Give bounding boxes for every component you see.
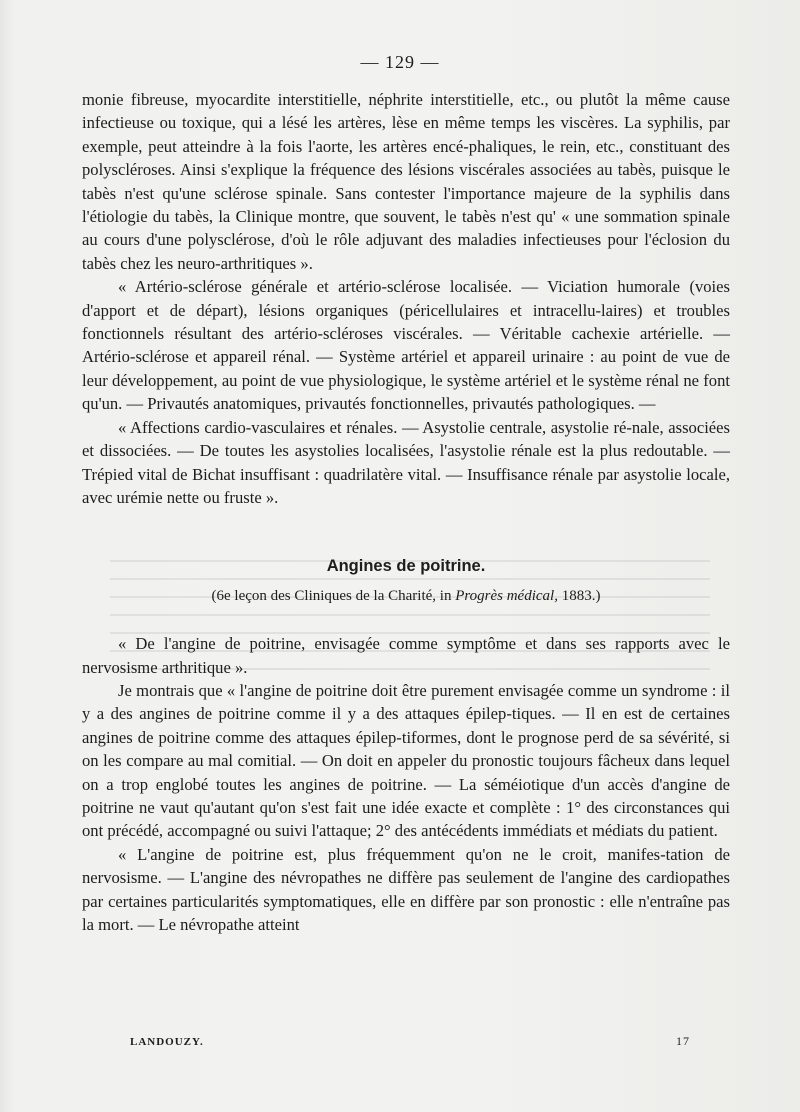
- paragraph: « Artério-sclérose générale et artério-sclérose localisée. — Viciation humorale (voies d'apport et de départ), lésions organiques (péricellulaires et intracellu-laires) et troubles fonctionnels résultant des artério-scléroses viscérales. — Véritable cachexie artérielle. — Artério-sclérose et appareil rénal. — Système artériel et appareil urinaire : au point de vue de leur développement, au point de vue physiologique, le système artériel et le système rénal ne font qu'un. — Privautés anatomiques, privautés fonctionnelles, privautés pathologiques. —: [82, 277, 730, 414]
- section-heading: Angines de poitrine.: [326, 557, 486, 576]
- source-citation: [82, 585, 730, 608]
- paragraph: « De l'angine de poitrine, envisagée comme symptôme et dans ses rapports avec le nervosisme arthritique ».: [82, 634, 730, 677]
- page-number: — 129 —: [360, 52, 440, 72]
- source-suffix: 1883.): [557, 587, 601, 604]
- journal-title: Progrès médical,: [455, 587, 558, 604]
- paragraph: « L'angine de poitrine est, plus fréquemment qu'on ne le croit, manifes-tation de nervosisme. — L'angine des névropathes ne diffère pas seulement de l'angine des cardiopathes par certaines particularités symptomatiques, elle en diffère par son pronostic : elle n'entraîne pas la mort. — Le névropathe atteint: [82, 844, 730, 934]
- paragraph: Je montrais que « l'angine de poitrine doit être purement envisagée comme un syndrome : il y a des angines de poitrine comme il y a des attaques épilep-tiques. — Il en est de certaines angines de poitrine comme des attaques épilep-tiformes, dont le prognose perd de sa sévérité, si on les compare au mal comitial. — On doit en appeler du pronostic toujours fâcheux dans lequel on a trop englobé toutes les angines de poitrine. — La séméiotique d'un accès d'angine de poitrine ne vaut qu'autant qu'on s'est fait une idée exacte et complète : 1° des circonstances qui ont précédé, accompagné ou suivi l'attaque; 2° des antécédents immédiats et médiats du patient.: [82, 680, 730, 841]
- body-text: [82, 88, 730, 936]
- paragraph: « Affections cardio-vasculaires et rénales. — Asystolie centrale, asystolie ré-nale, associées et dissociées. — De toutes les asystolies localisées, l'asystolie rénale est la plus redoutable. — Trépied vital de Bichat insuffisant : quadrilatère vital. — Insuffisance rénale par asystolie locale, avec urémie nette ou fruste ».: [82, 417, 730, 507]
- author-signature: LANDOUZY.: [130, 1036, 204, 1048]
- sheet-number: 17: [676, 1034, 690, 1048]
- source-prefix: (6e leçon des Cliniques de la Charité, in: [211, 587, 456, 604]
- paragraph: monie fibreuse, myocardite interstitielle, néphrite interstitielle, etc., ou plutôt la même cause infectieuse ou toxique, qui a lésé les artères, lèse en même temps les viscères. La syphilis, par exemple, peut atteindre à la fois l'aorte, les artères encé-phaliques, le rein, etc., constituant des polyscléroses. Ainsi s'explique la fréquence des lésions viscérales associées au tabès, puisque le tabès n'est qu'une sclérose spinale. Sans contester l'importance majeure de la syphilis dans l'étiologie du tabès, la Clinique montre, que souvent, le tabès n'est qu' « une sommation spinale au cours d'une polysclérose, d'où le rôle adjuvant des maladies infectieuses pour l'éclosion du tabès chez les neuro-arthritiques ».: [82, 90, 730, 273]
